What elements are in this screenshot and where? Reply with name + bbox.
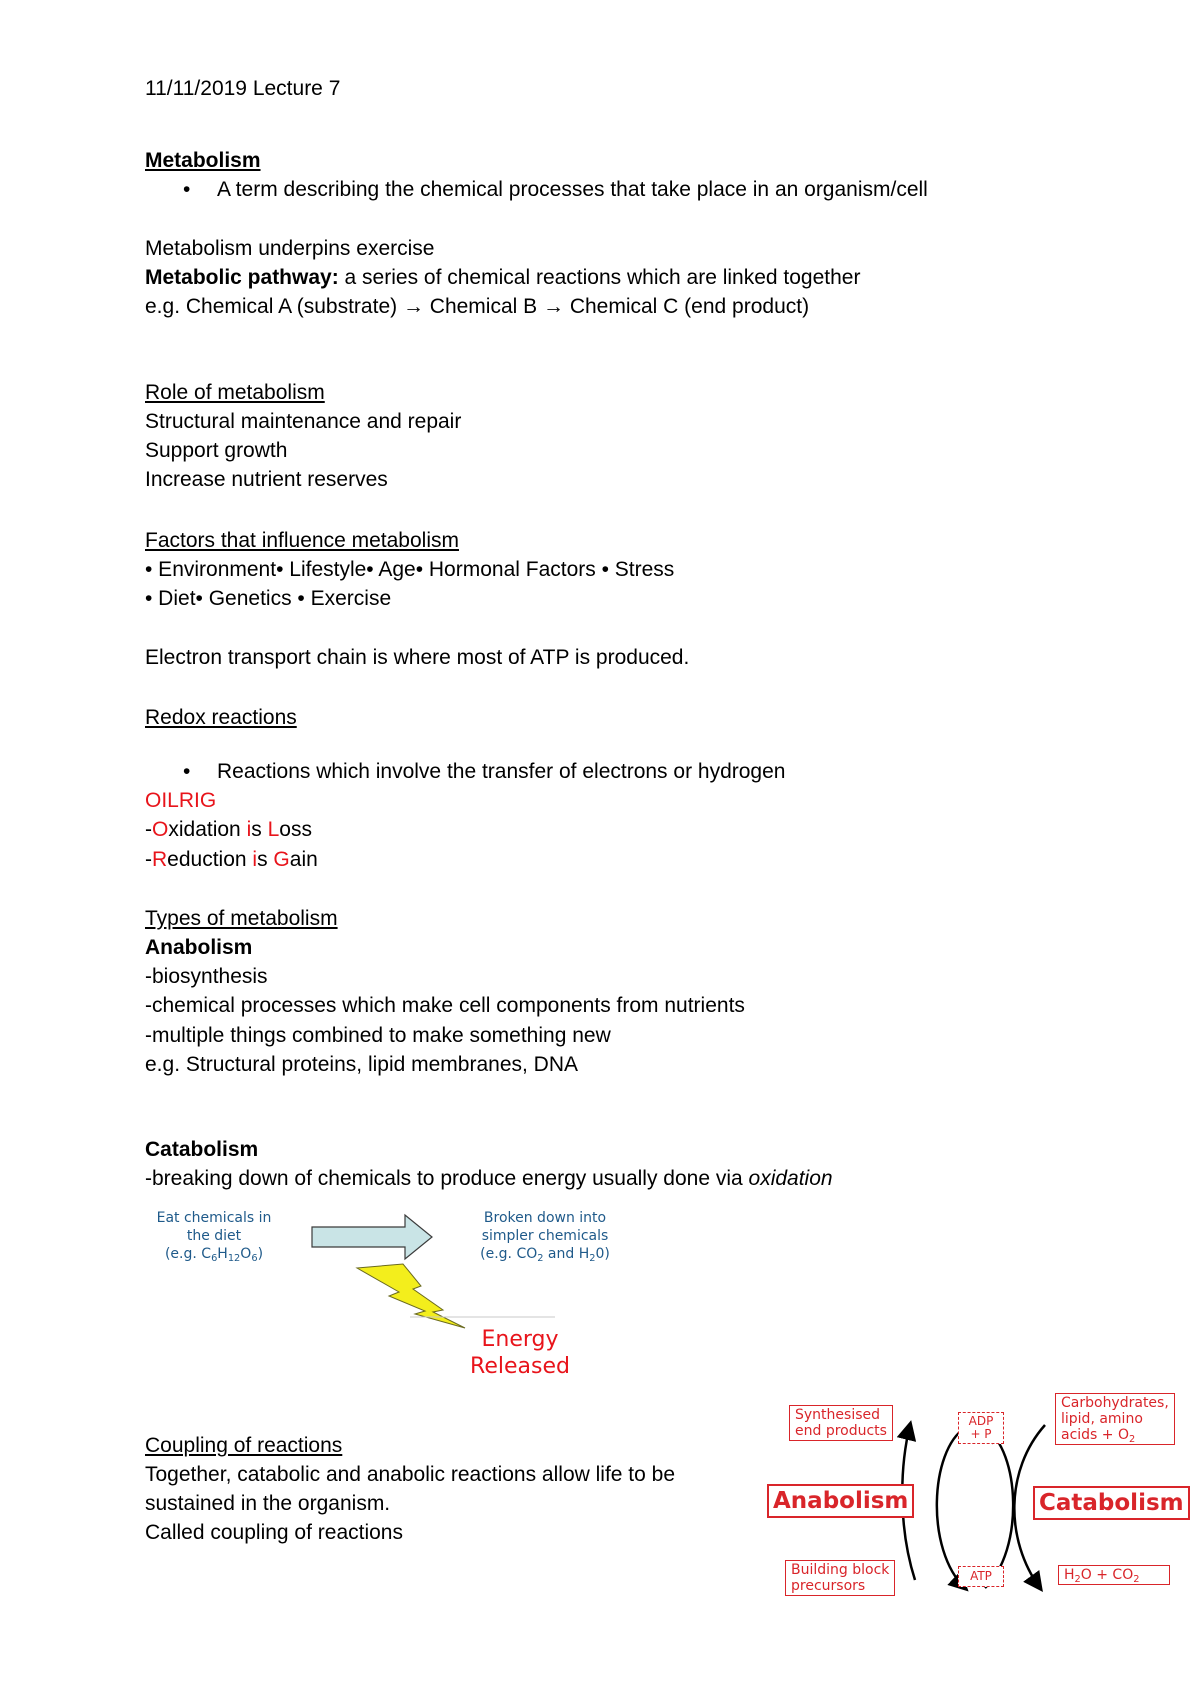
atp-box: ATP	[958, 1566, 1004, 1587]
formula-sub: 2	[1074, 1574, 1081, 1585]
anabolism-title: Anabolism	[145, 936, 253, 959]
formula-part: 0)	[595, 1246, 610, 1262]
role-heading: Role of metabolism	[145, 381, 325, 404]
adp-box	[958, 1412, 1004, 1444]
catabolism-box: Catabolism	[1033, 1486, 1190, 1520]
coupling-heading: Coupling of reactions	[145, 1434, 343, 1457]
metabolism-heading: Metabolism	[145, 149, 261, 172]
lightning-bolt-icon	[355, 1262, 565, 1332]
metabolism-underpins: Metabolism underpins exercise	[145, 237, 435, 260]
types-heading: Types of metabolism	[145, 907, 338, 930]
catabolism-title: Catabolism	[145, 1138, 259, 1161]
role-item: Support growth	[145, 439, 288, 462]
coupling-line: sustained in the organism.	[145, 1492, 391, 1515]
broken-down-line: Broken down into	[483, 1210, 607, 1226]
formula-part: )	[257, 1246, 264, 1262]
oilrig-mnemonic: OILRIG	[145, 789, 217, 812]
box-line: Carbohydrates,	[1061, 1395, 1169, 1411]
metabolism-definition: A term describing the chemical processes that take place in an organism/cell	[217, 178, 928, 201]
pathway-text: a series of chemical reactions which are linked together	[338, 266, 861, 289]
box-line: ADP	[968, 1414, 994, 1428]
process-arrow-icon	[310, 1212, 435, 1262]
metabolic-pathway-line	[145, 265, 860, 291]
diet-label-line: Eat chemicals in	[156, 1210, 272, 1226]
role-item: Structural maintenance and repair	[145, 410, 462, 433]
diet-formula	[142, 1245, 286, 1263]
word-part: s	[251, 818, 268, 841]
formula-part: O + CO	[1080, 1567, 1134, 1583]
mnemonic-letter: G	[273, 848, 290, 871]
formula-sub: 2	[1133, 1574, 1140, 1585]
page-title: 11/11/2019 Lecture 7	[145, 77, 341, 100]
formula-sub: 2	[537, 1253, 544, 1264]
word-part: s	[257, 848, 274, 871]
redox-definition: Reactions which involve the transfer of electrons or hydrogen	[217, 760, 786, 783]
anabolism-box: Anabolism	[767, 1484, 914, 1518]
formula-sub: 12	[227, 1253, 241, 1264]
catabolism-italic: oxidation	[748, 1167, 833, 1190]
formula-part: (e.g. C	[164, 1246, 212, 1262]
role-item: Increase nutrient reserves	[145, 468, 388, 491]
box-line	[1061, 1427, 1169, 1443]
pathway-example: e.g. Chemical A (substrate) → Chemical B → Chemical C (end product)	[145, 295, 810, 318]
anabolism-line: -chemical processes which make cell components from nutrients	[145, 994, 745, 1017]
broken-down-line: simpler chemicals	[481, 1228, 609, 1244]
energy-released-label	[460, 1326, 580, 1380]
h2o-co2-box	[1058, 1565, 1170, 1585]
mnemonic-letter: R	[152, 848, 168, 871]
mnemonic-letter: i	[246, 818, 252, 841]
box-line: precursors	[791, 1578, 866, 1594]
factors-line: • Environment• Lifestyle• Age• Hormonal Factors • Stress	[145, 558, 675, 581]
mnemonic-letter: i	[252, 848, 258, 871]
bullet-dot: •	[183, 178, 191, 201]
anabolism-line: -biosynthesis	[145, 965, 268, 988]
energy-line: Released	[470, 1354, 570, 1379]
formula-part: (e.g. CO	[480, 1246, 538, 1262]
word-part: ain	[289, 848, 318, 871]
box-line: Synthesised	[795, 1407, 880, 1423]
etc-note: Electron transport chain is where most of ATP is produced.	[145, 646, 690, 669]
diet-label-line: the diet	[186, 1228, 242, 1244]
formula-part: H	[1064, 1567, 1075, 1583]
box-line: + P	[970, 1427, 992, 1441]
reduction-line	[145, 847, 318, 873]
mnemonic-letter: L	[267, 818, 280, 841]
anabolism-line: e.g. Structural proteins, lipid membranes, DNA	[145, 1053, 579, 1076]
building-block-box	[785, 1560, 895, 1596]
box-line: end products	[795, 1423, 887, 1439]
word-part: eduction	[167, 848, 253, 871]
broken-down-label	[470, 1209, 620, 1263]
formula-sub: 6	[251, 1253, 258, 1264]
dash: -	[145, 848, 152, 871]
formula-sub: 2	[589, 1253, 596, 1264]
coupling-line: Together, catabolic and anabolic reactions allow life to be	[145, 1463, 676, 1486]
word-part: oss	[279, 818, 312, 841]
word-part: xidation	[168, 818, 247, 841]
catabolism-line	[145, 1166, 833, 1192]
formula-part: O	[240, 1246, 252, 1262]
formula-sub: 6	[211, 1253, 218, 1264]
formula-part: and H	[543, 1246, 590, 1262]
diet-label	[142, 1209, 286, 1263]
box-line: Building block	[791, 1562, 890, 1578]
box-line: lipid, amino	[1061, 1411, 1143, 1427]
dash: -	[145, 818, 152, 841]
factors-heading: Factors that influence metabolism	[145, 529, 459, 552]
factors-line: • Diet• Genetics • Exercise	[145, 587, 392, 610]
mnemonic-letter: O	[152, 818, 169, 841]
formula-sub: 2	[1129, 1434, 1136, 1445]
products-formula	[470, 1245, 620, 1263]
carbohydrates-box	[1055, 1393, 1175, 1445]
oxidation-line	[145, 817, 312, 843]
formula-part: H	[217, 1246, 228, 1262]
formula-part: acids + O	[1061, 1427, 1129, 1443]
coupling-line: Called coupling of reactions	[145, 1521, 403, 1544]
synthesised-end-products-box	[789, 1405, 893, 1441]
redox-heading: Redox reactions	[145, 706, 297, 729]
catabolism-text: -breaking down of chemicals to produce energy usually done via	[145, 1167, 749, 1190]
pathway-label: Metabolic pathway:	[145, 266, 339, 289]
energy-line: Energy	[481, 1327, 559, 1352]
bullet-dot: •	[183, 760, 191, 783]
anabolism-line: -multiple things combined to make something new	[145, 1024, 611, 1047]
